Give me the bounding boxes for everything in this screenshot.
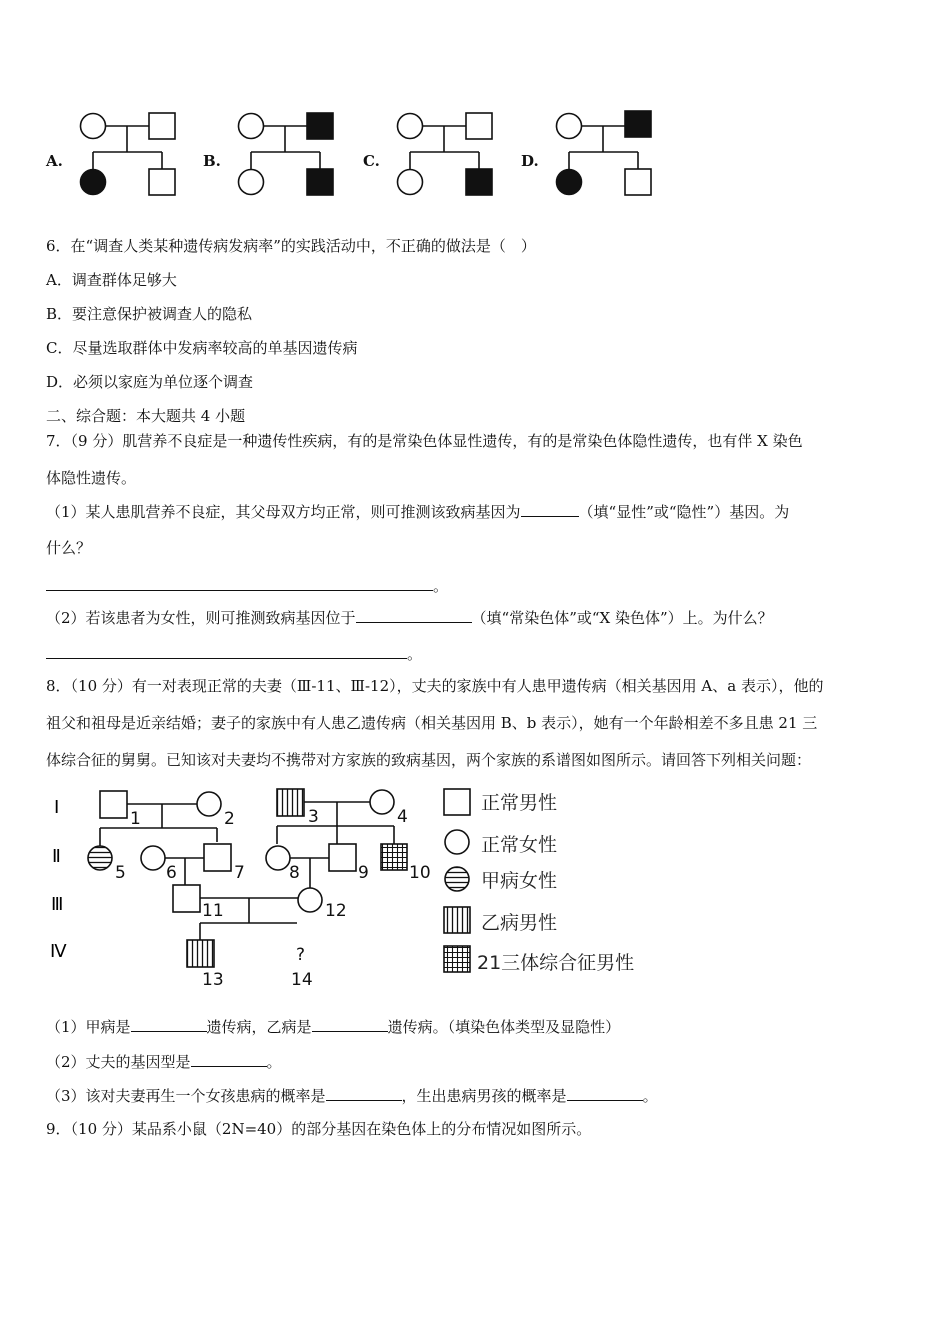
individual-8-normal-female xyxy=(266,846,290,870)
label-12: 12 xyxy=(325,901,347,921)
q7-part2-text-b: （填“常染色体”或“X 染色体”）上。为什么？ xyxy=(471,609,773,627)
q7-part2-answer-line xyxy=(46,642,422,665)
legend-b-male-label: 乙病男性 xyxy=(481,912,558,934)
q8-part1-blank-b[interactable] xyxy=(312,1015,388,1032)
label-14: 14 xyxy=(291,970,313,990)
label-7: 7 xyxy=(234,863,245,883)
option-a-label: A. xyxy=(46,152,63,170)
q8-part2-period: 。 xyxy=(266,1053,282,1071)
q7-part2-answer-blank[interactable] xyxy=(46,642,407,659)
legend-normal-female-icon xyxy=(445,830,469,854)
q7-part1-answer-blank[interactable] xyxy=(46,574,433,591)
q7-part2 xyxy=(46,606,773,629)
gen-label-3: Ⅲ xyxy=(51,894,64,915)
q8-part1 xyxy=(46,1015,620,1038)
q8-part2 xyxy=(46,1050,282,1073)
individual-13-b-male xyxy=(187,940,214,967)
gen-label-1: Ⅰ xyxy=(54,797,60,818)
q6-option-c: C．尽量选取群体中发病率较高的单基因遗传病 xyxy=(46,339,358,357)
label-10: 10 xyxy=(409,863,431,883)
q8-pedigree-figure xyxy=(40,780,680,995)
label-3: 3 xyxy=(308,807,319,827)
q8-part2-text-a: （2）丈夫的基因型是 xyxy=(46,1053,191,1071)
label-11: 11 xyxy=(202,901,224,921)
q6-stem: 6．在“调查人类某种遗传病发病率”的实践活动中，不正确的做法是（ ） xyxy=(46,237,536,255)
q6-option-a: A．调查群体足够大 xyxy=(46,271,177,289)
label-5: 5 xyxy=(115,863,126,883)
q8-part3 xyxy=(46,1084,658,1107)
legend-t21-male-label: 21三体综合征男性 xyxy=(477,952,635,974)
individual-6-normal-female xyxy=(141,846,165,870)
q8-part3-blank-a[interactable] xyxy=(326,1084,402,1101)
legend-a-female-label: 甲病女性 xyxy=(481,870,558,892)
individual-5-a-female xyxy=(88,846,112,870)
q7-part2-text-a: （2）若该患者为女性，则可推测致病基因位于 xyxy=(46,609,356,627)
q7-part1-text-a: （1）某人患肌营养不良症，其父母双方均正常，则可推测该致病基因为 xyxy=(46,503,521,521)
q7-part1-why: 什么？ xyxy=(46,539,92,557)
q7-part1-period: 。 xyxy=(433,577,449,595)
q7-part1-blank[interactable] xyxy=(521,500,579,517)
legend-normal-female-label: 正常女性 xyxy=(481,834,558,856)
individual-9-normal-male xyxy=(329,844,356,871)
q8-part3-blank-b[interactable] xyxy=(567,1084,643,1101)
q9-stem: 9．（10 分）某品系小鼠（2N=40）的部分基因在染色体上的分布情况如图所示。 xyxy=(46,1120,592,1138)
legend-a-female-icon xyxy=(445,867,469,891)
q7-stem-line1: 7．（9 分）肌营养不良症是一种遗传性疾病，有的是常染色体显性遗传，有的是常染色体隐性遗传，也有伴 X 染色 xyxy=(46,432,803,450)
q8-part1-text-a: （1）甲病是 xyxy=(46,1018,131,1036)
q8-part2-blank[interactable] xyxy=(191,1050,267,1067)
q6-option-b: B．要注意保护被调查人的隐私 xyxy=(46,305,253,323)
q8-stem-line3: 体综合征的舅舅。已知该对夫妻均不携带对方家族的致病基因，两个家族的系谱图如图所示。请回答下列相关问题： xyxy=(46,751,812,769)
legend-normal-male-icon xyxy=(444,789,470,815)
individual-11-normal-male xyxy=(173,885,200,912)
label-9: 9 xyxy=(358,863,369,883)
q8-part1-text-b: 遗传病，乙病是 xyxy=(206,1018,312,1036)
label-4: 4 xyxy=(397,807,408,827)
q8-part3-text-b: ，生出患病男孩的概率是 xyxy=(401,1087,567,1105)
individual-2-normal-female xyxy=(197,792,221,816)
q8-stem-line1: 8．（10 分）有一对表现正常的夫妻（Ⅲ-11、Ⅲ-12），丈夫的家族中有人患甲遗传病（相关基因用 A、a 表示），他的 xyxy=(46,677,824,695)
gen-label-4: Ⅳ xyxy=(50,941,67,962)
individual-3-b-male xyxy=(277,789,304,816)
q6-option-d: D．必须以家庭为单位逐个调查 xyxy=(46,373,254,391)
label-1: 1 xyxy=(130,809,141,829)
gen-label-2: Ⅱ xyxy=(52,846,61,867)
label-unknown: ? xyxy=(296,945,306,965)
q8-part3-text-a: （3）该对夫妻再生一个女孩患病的概率是 xyxy=(46,1087,326,1105)
individual-12-normal-female xyxy=(298,888,322,912)
legend-t21-male-icon xyxy=(444,946,470,972)
q7-part2-period: 。 xyxy=(407,645,423,663)
q8-stem-line2: 祖父和祖母是近亲结婚；妻子的家族中有人患乙遗传病（相关基因用 B、b 表示），她有一个年龄相差不多且患 21 三 xyxy=(46,714,818,732)
option-d-label: D. xyxy=(521,152,539,170)
q8-part1-blank-a[interactable] xyxy=(131,1015,207,1032)
option-a-pedigree xyxy=(78,108,182,200)
pedigree-legend xyxy=(444,789,634,974)
legend-b-male-icon xyxy=(444,907,470,933)
q7-stem-line2: 体隐性遗传。 xyxy=(46,469,137,487)
label-6: 6 xyxy=(166,863,177,883)
option-c-pedigree xyxy=(395,108,499,200)
option-d-pedigree xyxy=(554,108,658,200)
legend-normal-male-label: 正常男性 xyxy=(481,792,558,814)
option-b-pedigree xyxy=(236,108,340,200)
q7-part1 xyxy=(46,500,789,523)
individual-7-normal-male xyxy=(204,844,231,871)
individual-10-t21-male xyxy=(381,844,407,870)
section-heading: 二、综合题：本大题共 4 小题 xyxy=(46,407,246,425)
q7-part1-answer-line xyxy=(46,574,448,597)
q8-part1-text-c: 遗传病。（填染色体类型及显隐性） xyxy=(387,1018,621,1036)
label-8: 8 xyxy=(289,863,300,883)
q7-part1-text-b: （填“显性”或“隐性”）基因。为 xyxy=(578,503,790,521)
label-2: 2 xyxy=(224,809,235,829)
individual-1-normal-male xyxy=(100,791,127,818)
individual-4-normal-female xyxy=(370,790,394,814)
option-c-label: C. xyxy=(363,152,380,170)
option-b-label: B. xyxy=(203,152,221,170)
q8-part3-period: 。 xyxy=(642,1087,658,1105)
q7-part2-blank[interactable] xyxy=(356,606,472,623)
label-13: 13 xyxy=(202,970,224,990)
